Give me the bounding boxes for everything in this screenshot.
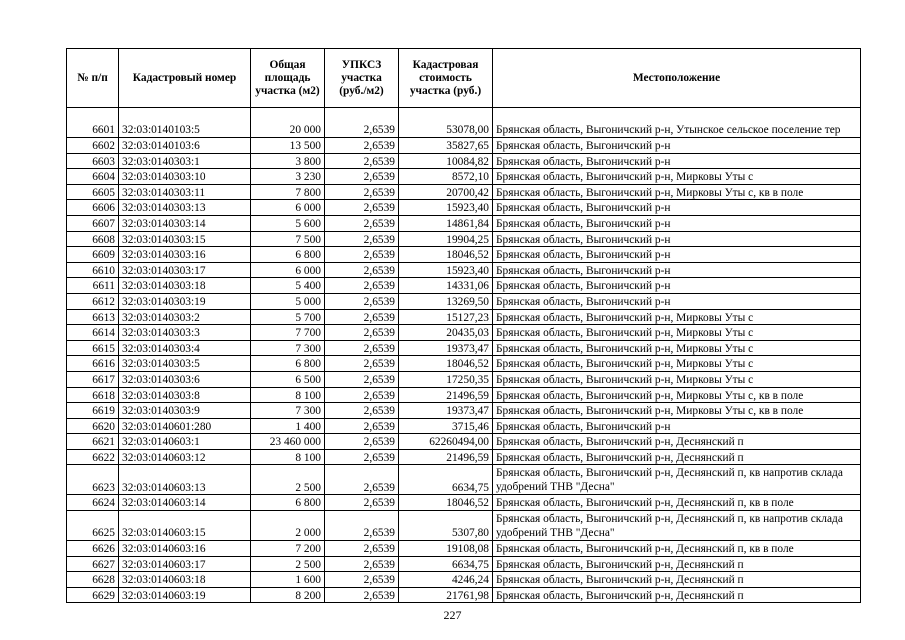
cell-area: 2 500 bbox=[251, 465, 325, 495]
cell-num: 6605 bbox=[67, 184, 119, 200]
table-row bbox=[67, 184, 861, 200]
table-row bbox=[67, 215, 861, 231]
cell-num: 6619 bbox=[67, 403, 119, 419]
cell-cadastral: 32:03:0140603:12 bbox=[119, 449, 251, 465]
cell-location: Брянская область, Выгоничский р-н bbox=[493, 138, 861, 154]
cell-area: 6 500 bbox=[251, 371, 325, 387]
cell-cost: 6634,75 bbox=[399, 465, 493, 495]
cell-location: Брянская область, Выгоничский р-н, Мирковы Уты с bbox=[493, 309, 861, 325]
cell-cost: 4246,24 bbox=[399, 572, 493, 588]
cell-num: 6623 bbox=[67, 465, 119, 495]
cell-num: 6609 bbox=[67, 247, 119, 263]
table-row bbox=[67, 340, 861, 356]
cell-num: 6625 bbox=[67, 511, 119, 541]
cell-area: 5 000 bbox=[251, 293, 325, 309]
header-upksz: УПКСЗ участка (руб./м2) bbox=[325, 49, 399, 108]
cell-num: 6628 bbox=[67, 572, 119, 588]
cell-location: Брянская область, Выгоничский р-н, Мирковы Уты с bbox=[493, 356, 861, 372]
cell-upksz: 2,6539 bbox=[325, 215, 399, 231]
cell-area: 2 500 bbox=[251, 556, 325, 572]
table-row bbox=[67, 108, 861, 138]
cell-cadastral: 32:03:0140303:3 bbox=[119, 325, 251, 341]
cell-cadastral: 32:03:0140603:17 bbox=[119, 556, 251, 572]
cell-area: 8 100 bbox=[251, 449, 325, 465]
table-row bbox=[67, 356, 861, 372]
cell-num: 6629 bbox=[67, 587, 119, 603]
cell-cadastral: 32:03:0140601:280 bbox=[119, 418, 251, 434]
cell-upksz: 2,6539 bbox=[325, 434, 399, 450]
cell-num: 6603 bbox=[67, 153, 119, 169]
cell-location: Брянская область, Выгоничский р-н, Мирковы Уты с bbox=[493, 371, 861, 387]
table-row bbox=[67, 138, 861, 154]
cell-num: 6624 bbox=[67, 495, 119, 511]
cell-num: 6608 bbox=[67, 231, 119, 247]
cell-cost: 19373,47 bbox=[399, 340, 493, 356]
cell-num: 6616 bbox=[67, 356, 119, 372]
cell-upksz: 2,6539 bbox=[325, 153, 399, 169]
cell-location: Брянская область, Выгоничский р-н, Мирковы Уты с bbox=[493, 169, 861, 185]
table-row bbox=[67, 278, 861, 294]
cell-num: 6622 bbox=[67, 449, 119, 465]
cell-location: Брянская область, Выгоничский р-н, Деснянский п, кв напротив склада удобрений ТНВ "Десна" bbox=[493, 511, 861, 541]
cell-upksz: 2,6539 bbox=[325, 108, 399, 138]
cell-upksz: 2,6539 bbox=[325, 387, 399, 403]
cell-area: 8 100 bbox=[251, 387, 325, 403]
table-row bbox=[67, 587, 861, 603]
cell-location: Брянская область, Выгоничский р-н, Мирковы Уты с, кв в поле bbox=[493, 184, 861, 200]
cadastre-table bbox=[66, 48, 861, 603]
cell-cadastral: 32:03:0140303:1 bbox=[119, 153, 251, 169]
cell-cost: 62260494,00 bbox=[399, 434, 493, 450]
cell-area: 7 300 bbox=[251, 340, 325, 356]
cell-num: 6613 bbox=[67, 309, 119, 325]
cell-area: 23 460 000 bbox=[251, 434, 325, 450]
table-row bbox=[67, 309, 861, 325]
cell-upksz: 2,6539 bbox=[325, 541, 399, 557]
cell-cadastral: 32:03:0140303:8 bbox=[119, 387, 251, 403]
cell-location: Брянская область, Выгоничский р-н bbox=[493, 418, 861, 434]
cell-location: Брянская область, Выгоничский р-н bbox=[493, 262, 861, 278]
table-row bbox=[67, 465, 861, 495]
cell-cost: 15923,40 bbox=[399, 200, 493, 216]
cell-area: 6 800 bbox=[251, 247, 325, 263]
cell-cadastral: 32:03:0140603:15 bbox=[119, 511, 251, 541]
cell-area: 7 700 bbox=[251, 325, 325, 341]
cell-num: 6612 bbox=[67, 293, 119, 309]
cell-location: Брянская область, Выгоничский р-н, Деснянский п bbox=[493, 587, 861, 603]
page-number: 227 bbox=[443, 608, 462, 622]
table-row bbox=[67, 434, 861, 450]
cell-location: Брянская область, Выгоничский р-н, Мирковы Уты с, кв в поле bbox=[493, 387, 861, 403]
cell-cadastral: 32:03:0140303:4 bbox=[119, 340, 251, 356]
cell-area: 3 800 bbox=[251, 153, 325, 169]
cell-cost: 15127,23 bbox=[399, 309, 493, 325]
cell-cost: 8572,10 bbox=[399, 169, 493, 185]
cell-cost: 15923,40 bbox=[399, 262, 493, 278]
cell-cost: 18046,52 bbox=[399, 356, 493, 372]
cell-upksz: 2,6539 bbox=[325, 340, 399, 356]
cell-upksz: 2,6539 bbox=[325, 169, 399, 185]
cell-cost: 21496,59 bbox=[399, 449, 493, 465]
cell-upksz: 2,6539 bbox=[325, 511, 399, 541]
cell-cadastral: 32:03:0140303:10 bbox=[119, 169, 251, 185]
cell-cadastral: 32:03:0140303:9 bbox=[119, 403, 251, 419]
cell-location: Брянская область, Выгоничский р-н, Деснянский п bbox=[493, 449, 861, 465]
cell-area: 5 700 bbox=[251, 309, 325, 325]
cell-area: 8 200 bbox=[251, 587, 325, 603]
cell-upksz: 2,6539 bbox=[325, 231, 399, 247]
cell-cadastral: 32:03:0140603:16 bbox=[119, 541, 251, 557]
cell-cadastral: 32:03:0140303:18 bbox=[119, 278, 251, 294]
table-row bbox=[67, 200, 861, 216]
cell-cadastral: 32:03:0140603:18 bbox=[119, 572, 251, 588]
cell-num: 6610 bbox=[67, 262, 119, 278]
cell-num: 6618 bbox=[67, 387, 119, 403]
cell-area: 6 800 bbox=[251, 356, 325, 372]
table-row bbox=[67, 418, 861, 434]
cell-num: 6604 bbox=[67, 169, 119, 185]
cell-upksz: 2,6539 bbox=[325, 449, 399, 465]
cell-area: 2 000 bbox=[251, 511, 325, 541]
cell-cost: 20435,03 bbox=[399, 325, 493, 341]
cell-cadastral: 32:03:0140103:6 bbox=[119, 138, 251, 154]
table-row bbox=[67, 231, 861, 247]
table-row bbox=[67, 371, 861, 387]
cell-upksz: 2,6539 bbox=[325, 200, 399, 216]
cell-area: 13 500 bbox=[251, 138, 325, 154]
cell-cadastral: 32:03:0140303:2 bbox=[119, 309, 251, 325]
cell-cadastral: 32:03:0140603:1 bbox=[119, 434, 251, 450]
cell-num: 6620 bbox=[67, 418, 119, 434]
cell-cost: 10084,82 bbox=[399, 153, 493, 169]
cell-upksz: 2,6539 bbox=[325, 495, 399, 511]
cell-location: Брянская область, Выгоничский р-н, Мирковы Уты с bbox=[493, 340, 861, 356]
cell-location: Брянская область, Выгоничский р-н bbox=[493, 247, 861, 263]
cell-location: Брянская область, Выгоничский р-н bbox=[493, 278, 861, 294]
cell-num: 6602 bbox=[67, 138, 119, 154]
cell-cadastral: 32:03:0140603:14 bbox=[119, 495, 251, 511]
cell-num: 6621 bbox=[67, 434, 119, 450]
cell-cadastral: 32:03:0140303:5 bbox=[119, 356, 251, 372]
cell-area: 7 800 bbox=[251, 184, 325, 200]
table-row bbox=[67, 169, 861, 185]
cell-location: Брянская область, Выгоничский р-н, Мирковы Уты с, кв в поле bbox=[493, 403, 861, 419]
cell-cost: 13269,50 bbox=[399, 293, 493, 309]
cell-cadastral: 32:03:0140303:15 bbox=[119, 231, 251, 247]
cell-cost: 35827,65 bbox=[399, 138, 493, 154]
table-row bbox=[67, 556, 861, 572]
cell-cost: 21761,98 bbox=[399, 587, 493, 603]
cell-upksz: 2,6539 bbox=[325, 309, 399, 325]
cell-cost: 53078,00 bbox=[399, 108, 493, 138]
cell-upksz: 2,6539 bbox=[325, 403, 399, 419]
cell-upksz: 2,6539 bbox=[325, 465, 399, 495]
cell-upksz: 2,6539 bbox=[325, 247, 399, 263]
table-row bbox=[67, 325, 861, 341]
cell-num: 6611 bbox=[67, 278, 119, 294]
cell-cost: 18046,52 bbox=[399, 247, 493, 263]
cell-location: Брянская область, Выгоничский р-н bbox=[493, 293, 861, 309]
cell-upksz: 2,6539 bbox=[325, 418, 399, 434]
header-cadastral: Кадастровый номер bbox=[119, 49, 251, 108]
table-header-row bbox=[67, 49, 861, 108]
cell-location: Брянская область, Выгоничский р-н, Деснянский п, кв в поле bbox=[493, 541, 861, 557]
cell-upksz: 2,6539 bbox=[325, 262, 399, 278]
cell-area: 1 400 bbox=[251, 418, 325, 434]
cell-num: 6615 bbox=[67, 340, 119, 356]
cell-area: 6 800 bbox=[251, 495, 325, 511]
cell-upksz: 2,6539 bbox=[325, 138, 399, 154]
cell-area: 6 000 bbox=[251, 200, 325, 216]
cell-num: 6601 bbox=[67, 108, 119, 138]
cell-upksz: 2,6539 bbox=[325, 293, 399, 309]
cell-cost: 21496,59 bbox=[399, 387, 493, 403]
cell-location: Брянская область, Выгоничский р-н, Деснянский п, кв в поле bbox=[493, 495, 861, 511]
cell-area: 1 600 bbox=[251, 572, 325, 588]
table-row bbox=[67, 247, 861, 263]
table-row bbox=[67, 495, 861, 511]
cell-num: 6606 bbox=[67, 200, 119, 216]
cell-location: Брянская область, Выгоничский р-н, Деснянский п bbox=[493, 556, 861, 572]
cell-cadastral: 32:03:0140303:19 bbox=[119, 293, 251, 309]
cell-cost: 14331,06 bbox=[399, 278, 493, 294]
table-row bbox=[67, 293, 861, 309]
cell-area: 7 200 bbox=[251, 541, 325, 557]
cell-cadastral: 32:03:0140303:11 bbox=[119, 184, 251, 200]
cell-area: 20 000 bbox=[251, 108, 325, 138]
table-row bbox=[67, 387, 861, 403]
cell-cadastral: 32:03:0140103:5 bbox=[119, 108, 251, 138]
cell-cost: 5307,80 bbox=[399, 511, 493, 541]
cell-upksz: 2,6539 bbox=[325, 556, 399, 572]
header-area: Общая площадь участка (м2) bbox=[251, 49, 325, 108]
table-row bbox=[67, 541, 861, 557]
cell-area: 3 230 bbox=[251, 169, 325, 185]
table-row bbox=[67, 403, 861, 419]
cell-location: Брянская область, Выгоничский р-н, Деснянский п bbox=[493, 572, 861, 588]
cell-cost: 19904,25 bbox=[399, 231, 493, 247]
table-row bbox=[67, 572, 861, 588]
cell-cost: 17250,35 bbox=[399, 371, 493, 387]
cell-upksz: 2,6539 bbox=[325, 587, 399, 603]
cell-cost: 19108,08 bbox=[399, 541, 493, 557]
cell-location: Брянская область, Выгоничский р-н bbox=[493, 215, 861, 231]
cell-cadastral: 32:03:0140303:16 bbox=[119, 247, 251, 263]
header-location: Местоположение bbox=[493, 49, 861, 108]
header-num: № п/п bbox=[67, 49, 119, 108]
cell-upksz: 2,6539 bbox=[325, 572, 399, 588]
cell-num: 6627 bbox=[67, 556, 119, 572]
cell-cost: 6634,75 bbox=[399, 556, 493, 572]
cell-upksz: 2,6539 bbox=[325, 184, 399, 200]
cell-area: 7 500 bbox=[251, 231, 325, 247]
cell-area: 6 000 bbox=[251, 262, 325, 278]
cell-location: Брянская область, Выгоничский р-н, Деснянский п bbox=[493, 434, 861, 450]
cell-cadastral: 32:03:0140303:14 bbox=[119, 215, 251, 231]
cell-upksz: 2,6539 bbox=[325, 356, 399, 372]
cell-num: 6617 bbox=[67, 371, 119, 387]
cell-upksz: 2,6539 bbox=[325, 371, 399, 387]
cell-cadastral: 32:03:0140303:17 bbox=[119, 262, 251, 278]
table-row bbox=[67, 449, 861, 465]
cell-cadastral: 32:03:0140603:19 bbox=[119, 587, 251, 603]
table-row bbox=[67, 262, 861, 278]
table-row bbox=[67, 153, 861, 169]
cell-cost: 18046,52 bbox=[399, 495, 493, 511]
cell-upksz: 2,6539 bbox=[325, 325, 399, 341]
cell-cost: 19373,47 bbox=[399, 403, 493, 419]
cell-cost: 20700,42 bbox=[399, 184, 493, 200]
cell-upksz: 2,6539 bbox=[325, 278, 399, 294]
cell-location: Брянская область, Выгоничский р-н bbox=[493, 153, 861, 169]
cell-area: 7 300 bbox=[251, 403, 325, 419]
cell-num: 6626 bbox=[67, 541, 119, 557]
cell-num: 6614 bbox=[67, 325, 119, 341]
table-row bbox=[67, 511, 861, 541]
cell-location: Брянская область, Выгоничский р-н bbox=[493, 200, 861, 216]
table-body bbox=[67, 108, 861, 603]
cell-cadastral: 32:03:0140303:6 bbox=[119, 371, 251, 387]
cell-area: 5 400 bbox=[251, 278, 325, 294]
cell-cost: 3715,46 bbox=[399, 418, 493, 434]
cell-location: Брянская область, Выгоничский р-н bbox=[493, 231, 861, 247]
cell-cadastral: 32:03:0140303:13 bbox=[119, 200, 251, 216]
cell-location: Брянская область, Выгоничский р-н, Утынское сельское поселение тер bbox=[493, 108, 861, 138]
cell-area: 5 600 bbox=[251, 215, 325, 231]
cell-cadastral: 32:03:0140603:13 bbox=[119, 465, 251, 495]
cell-location: Брянская область, Выгоничский р-н, Мирковы Уты с bbox=[493, 325, 861, 341]
cell-location: Брянская область, Выгоничский р-н, Деснянский п, кв напротив склада удобрений ТНВ "Десна" bbox=[493, 465, 861, 495]
cell-num: 6607 bbox=[67, 215, 119, 231]
header-cost: Кадастровая стоимость участка (руб.) bbox=[399, 49, 493, 108]
cell-cost: 14861,84 bbox=[399, 215, 493, 231]
